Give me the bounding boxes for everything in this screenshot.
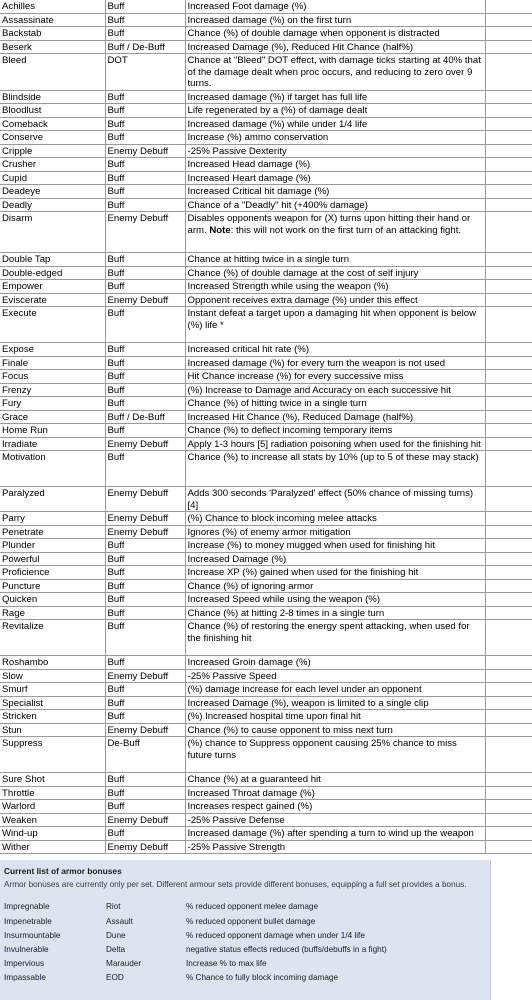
armor-row (4, 900, 490, 914)
empty-cell[interactable] (485, 356, 532, 370)
table-row (0, 593, 532, 607)
bonus-name-cell[interactable]: Achilles (0, 0, 105, 13)
bonus-type-cell[interactable]: Enemy Debuff (105, 813, 185, 827)
table-row (0, 800, 532, 814)
bonus-name-cell[interactable]: Stricken (0, 710, 105, 724)
bonus-description-cell[interactable]: -25% Passive Dexterity (185, 144, 485, 158)
bonus-description-cell[interactable]: Increased Head damage (%) (185, 158, 485, 172)
bonus-description-cell[interactable]: Chance (%) of ignoring armor (185, 579, 485, 593)
bonus-type-cell[interactable]: Enemy Debuff (105, 512, 185, 526)
bonus-type-cell[interactable]: Buff (105, 397, 185, 411)
bonus-description-cell[interactable]: Adds 300 seconds 'Paralyzed' effect (50% chance of missing turns) [4] (185, 487, 485, 512)
empty-cell[interactable] (485, 293, 532, 307)
bonus-type-cell[interactable]: Enemy Debuff (105, 212, 185, 253)
empty-cell[interactable] (485, 343, 532, 357)
bonus-name-cell[interactable]: Stun (0, 723, 105, 737)
bonus-type-cell[interactable]: Buff (105, 656, 185, 670)
table-row (0, 158, 532, 172)
bonus-type-cell[interactable]: Buff (105, 356, 185, 370)
armor-row (4, 957, 490, 971)
bonus-type-cell[interactable]: Buff (105, 566, 185, 580)
empty-cell[interactable] (485, 117, 532, 131)
table-row (0, 525, 532, 539)
bonus-type-cell[interactable]: Buff (105, 27, 185, 41)
table-row (0, 710, 532, 724)
empty-cell[interactable] (485, 827, 532, 841)
table-row (0, 370, 532, 384)
bonus-name-cell[interactable]: Motivation (0, 451, 105, 487)
empty-cell[interactable] (485, 90, 532, 104)
bonus-description-cell[interactable]: Increased Damage (%), weapon is limited to a single clip (185, 696, 485, 710)
armor-set: Assault (106, 916, 133, 926)
table-row (0, 813, 532, 827)
bonus-description-cell[interactable]: Increased damage (%) after spending a turn to wind up the weapon (185, 827, 485, 841)
table-row (0, 144, 532, 158)
bonus-name-cell[interactable]: Empower (0, 280, 105, 294)
empty-cell[interactable] (485, 620, 532, 656)
bonus-name-cell[interactable]: Beserk (0, 40, 105, 54)
bonus-type-cell[interactable]: Buff (105, 552, 185, 566)
table-row (0, 512, 532, 526)
bonus-type-cell[interactable]: Buff (105, 158, 185, 172)
bonus-description-cell[interactable]: Increases respect gained (%) (185, 800, 485, 814)
bonus-name-cell[interactable]: Suppress (0, 737, 105, 773)
bonus-description-cell[interactable]: Opponent receives extra damage (%) under this effect (185, 293, 485, 307)
bonus-type-cell[interactable]: Buff (105, 370, 185, 384)
empty-cell[interactable] (485, 840, 532, 854)
table-row (0, 410, 532, 424)
armor-effect: % Chance to fully block incoming damage (186, 973, 339, 983)
empty-cell[interactable] (485, 451, 532, 487)
bonus-description-cell[interactable]: Increased critical hit rate (%) (185, 343, 485, 357)
table-row (0, 579, 532, 593)
bonus-type-cell[interactable]: Buff / De-Buff (105, 40, 185, 54)
empty-cell[interactable] (485, 683, 532, 697)
table-row (0, 773, 532, 787)
bonus-type-cell[interactable]: Buff (105, 198, 185, 212)
bonus-description-cell[interactable]: Increased Groin damage (%) (185, 656, 485, 670)
armor-effect: Increase % to max life (186, 959, 267, 969)
armor-section-title: Current list of armor bonuses (4, 866, 122, 876)
bonus-description-cell[interactable]: Increase (%) to money mugged when used for finishing hit (185, 539, 485, 553)
table-row (0, 566, 532, 580)
bonus-name-cell[interactable]: Home Run (0, 424, 105, 438)
bonus-name-cell[interactable]: Focus (0, 370, 105, 384)
bonus-name-cell[interactable]: Warlord (0, 800, 105, 814)
bonus-description-cell[interactable]: Increased damage (%) for every turn the weapon is not used (185, 356, 485, 370)
bonus-description-cell[interactable]: Chance (%) at hitting 2-8 times in a single turn (185, 606, 485, 620)
empty-cell[interactable] (485, 131, 532, 145)
bonus-description-cell[interactable]: Chance (%) of hitting twice in a single turn (185, 397, 485, 411)
bonus-type-cell[interactable]: Buff (105, 0, 185, 13)
armor-effect: % reduced opponent melee damage (186, 902, 319, 912)
table-row (0, 40, 532, 54)
bonus-type-cell[interactable]: Buff (105, 593, 185, 607)
table-row (0, 437, 532, 451)
bonus-description-cell[interactable]: Increased Damage (%) (185, 552, 485, 566)
table-row (0, 0, 532, 13)
bonus-name-cell[interactable]: Cripple (0, 144, 105, 158)
bonus-name-cell[interactable]: Fury (0, 397, 105, 411)
bonus-name-cell[interactable]: Wither (0, 840, 105, 854)
bonus-name-cell[interactable]: Throttle (0, 786, 105, 800)
empty-cell[interactable] (485, 813, 532, 827)
bonus-description-cell[interactable]: Instant defeat a target upon a damaging hit when opponent is below (%) life * (185, 307, 485, 343)
bonus-description-cell[interactable]: Increased damage (%) on the first turn (185, 13, 485, 27)
empty-cell[interactable] (485, 104, 532, 118)
empty-cell[interactable] (485, 40, 532, 54)
bonus-name-cell[interactable]: Bleed (0, 54, 105, 91)
bonus-description-cell[interactable]: Increase XP (%) gained when used for the finishing hit (185, 566, 485, 580)
bonus-name-cell[interactable]: Rage (0, 606, 105, 620)
bonus-name-cell[interactable]: Puncture (0, 579, 105, 593)
bonus-name-cell[interactable]: Expose (0, 343, 105, 357)
bonus-name-cell[interactable]: Parry (0, 512, 105, 526)
bonus-type-cell[interactable]: Enemy Debuff (105, 487, 185, 512)
bonus-type-cell[interactable]: Buff (105, 383, 185, 397)
bonus-type-cell[interactable]: Buff (105, 171, 185, 185)
table-row (0, 786, 532, 800)
bonus-description-cell[interactable]: Increased damage (%) while under 1/4 life (185, 117, 485, 131)
bonus-type-cell[interactable]: Buff (105, 451, 185, 487)
bonus-description-cell[interactable]: (%) chance to Suppress opponent causing 25% chance to miss future turns (185, 737, 485, 773)
empty-column-area (490, 860, 532, 1000)
table-row (0, 620, 532, 656)
empty-cell[interactable] (485, 383, 532, 397)
bonus-type-cell[interactable]: Buff (105, 696, 185, 710)
bonus-type-cell[interactable]: Enemy Debuff (105, 669, 185, 683)
bonus-type-cell[interactable]: Buff / De-Buff (105, 410, 185, 424)
bonus-name-cell[interactable]: Frenzy (0, 383, 105, 397)
empty-cell[interactable] (485, 198, 532, 212)
table-row (0, 552, 532, 566)
bonus-name-cell[interactable]: Conserve (0, 131, 105, 145)
bonus-type-cell[interactable]: Buff (105, 343, 185, 357)
armor-name: Impervious (4, 959, 45, 969)
bonus-name-cell[interactable]: Irradiate (0, 437, 105, 451)
armor-row (4, 929, 490, 943)
bonus-type-cell[interactable]: Enemy Debuff (105, 437, 185, 451)
bonus-type-cell[interactable]: DOT (105, 54, 185, 91)
table-row (0, 737, 532, 773)
table-row (0, 840, 532, 854)
table-row (0, 451, 532, 487)
bonus-type-cell[interactable]: Buff (105, 683, 185, 697)
bonus-name-cell[interactable]: Deadly (0, 198, 105, 212)
empty-cell[interactable] (485, 410, 532, 424)
empty-cell[interactable] (485, 723, 532, 737)
description-text: Disables opponents weapon for (X) turns upon hitting their hand or arm. (187, 213, 471, 236)
bonus-description-cell[interactable]: (%) Increase to Damage and Accuracy on each successive hit (185, 383, 485, 397)
bonus-description-cell[interactable]: Ignores (%) of enemy armor mitigation (185, 525, 485, 539)
bonus-description-cell[interactable]: Chance (%) of double damage when opponent is distracted (185, 27, 485, 41)
empty-cell[interactable] (485, 487, 532, 512)
armor-effect: negative status effects reduced (buffs/debuffs in a fight) (186, 945, 387, 955)
table-row (0, 723, 532, 737)
bonus-description-cell[interactable] (185, 212, 485, 253)
empty-cell[interactable] (485, 800, 532, 814)
empty-cell[interactable] (485, 512, 532, 526)
armor-row (4, 915, 490, 929)
table-row (0, 117, 532, 131)
empty-cell[interactable] (485, 266, 532, 280)
empty-cell[interactable] (485, 710, 532, 724)
empty-cell[interactable] (485, 593, 532, 607)
bonus-type-cell[interactable]: Buff (105, 620, 185, 656)
table-row (0, 656, 532, 670)
bonus-name-cell[interactable]: Execute (0, 307, 105, 343)
empty-cell[interactable] (485, 370, 532, 384)
bonus-type-cell[interactable]: Buff (105, 307, 185, 343)
bonus-type-cell[interactable]: Buff (105, 253, 185, 267)
empty-cell[interactable] (485, 606, 532, 620)
bonus-type-cell[interactable]: Buff (105, 800, 185, 814)
bonus-description-cell[interactable]: (%) Increased hospital time upon final hit (185, 710, 485, 724)
bonus-name-cell[interactable]: Assassinate (0, 13, 105, 27)
bonus-type-cell[interactable]: Buff (105, 773, 185, 787)
empty-cell[interactable] (485, 171, 532, 185)
empty-cell[interactable] (485, 579, 532, 593)
bonus-description-cell[interactable]: (%) Chance to block incoming melee attacks (185, 512, 485, 526)
empty-cell[interactable] (485, 552, 532, 566)
bonus-name-cell[interactable]: Double Tap (0, 253, 105, 267)
empty-cell[interactable] (485, 185, 532, 199)
table-row (0, 669, 532, 683)
table-row (0, 185, 532, 199)
bonus-description-cell[interactable]: Chance (%) to increase all stats by 10% (up to 5 of these may stack) (185, 451, 485, 487)
table-row (0, 266, 532, 280)
armor-name: Insurmountable (4, 930, 61, 940)
bonus-type-cell[interactable]: Buff (105, 827, 185, 841)
bonus-description-cell[interactable]: Increased Strength while using the weapon (%) (185, 280, 485, 294)
bonus-type-cell[interactable]: Buff (105, 185, 185, 199)
armor-name: Invulnerable (4, 945, 49, 955)
armor-section-description: Armor bonuses are currently only per set. Different armour sets provide different bonuses, equipping a full set provides a bonus. (4, 880, 467, 890)
table-row (0, 307, 532, 343)
bonus-name-cell[interactable]: Comeback (0, 117, 105, 131)
bonus-type-cell[interactable]: Enemy Debuff (105, 840, 185, 854)
bonus-name-cell[interactable]: Bloodlust (0, 104, 105, 118)
bonus-name-cell[interactable]: Plunder (0, 539, 105, 553)
table-row (0, 356, 532, 370)
empty-cell[interactable] (485, 656, 532, 670)
bonus-type-cell[interactable]: Buff (105, 266, 185, 280)
note-label: Note (209, 224, 231, 236)
bonus-description-cell[interactable]: Increased Damage (%), Reduced Hit Chance (half%) (185, 40, 485, 54)
bonus-name-cell[interactable]: Grace (0, 410, 105, 424)
bonus-name-cell[interactable]: Disarm (0, 212, 105, 253)
bonus-type-cell[interactable]: Buff (105, 90, 185, 104)
bonus-description-cell[interactable]: -25% Passive Speed (185, 669, 485, 683)
bonus-description-cell[interactable]: Chance at "Bleed" DOT effect, with damage ticks starting at 40% that of the damage dealt when proc occurs, and reducing to zero over 9 turns. (185, 54, 485, 91)
bonus-type-cell[interactable]: Buff (105, 606, 185, 620)
armor-row (4, 971, 490, 985)
bonus-description-cell[interactable]: Chance (%) to cause opponent to miss next turn (185, 723, 485, 737)
armor-set: Marauder (106, 959, 142, 969)
bonus-description-cell[interactable]: Life regenerated by a (%) of damage dealt (185, 104, 485, 118)
table-row (0, 54, 532, 91)
table-row (0, 487, 532, 512)
armor-effect: % reduced opponent damage when under 1/4 life (186, 930, 365, 940)
empty-cell[interactable] (485, 0, 532, 13)
armor-name: Impenetrable (4, 916, 52, 926)
bonus-type-cell[interactable]: De-Buff (105, 737, 185, 773)
bonus-description-cell[interactable]: Chance (%) to deflect incoming temporary items (185, 424, 485, 438)
table-row (0, 683, 532, 697)
empty-cell[interactable] (485, 737, 532, 773)
bonus-name-cell[interactable]: Eviscerate (0, 293, 105, 307)
empty-cell[interactable] (485, 786, 532, 800)
empty-cell[interactable] (485, 696, 532, 710)
armor-set: Delta (106, 945, 126, 955)
bonus-type-cell[interactable]: Buff (105, 131, 185, 145)
bonus-type-cell[interactable]: Enemy Debuff (105, 525, 185, 539)
table-row (0, 606, 532, 620)
bonus-name-cell[interactable]: Paralyzed (0, 487, 105, 512)
table-row (0, 424, 532, 438)
bonus-description-cell[interactable]: Increased Hit Chance (%), Reduced Damage (half%) (185, 410, 485, 424)
bonus-name-cell[interactable]: Slow (0, 669, 105, 683)
bonus-name-cell[interactable]: Cupid (0, 171, 105, 185)
empty-cell[interactable] (485, 144, 532, 158)
bonus-description-cell[interactable]: Increased Throat damage (%) (185, 786, 485, 800)
bonus-type-cell[interactable]: Buff (105, 579, 185, 593)
bonus-description-cell[interactable]: Increased Heart damage (%) (185, 171, 485, 185)
armor-row (4, 943, 490, 957)
bonus-type-cell[interactable]: Enemy Debuff (105, 293, 185, 307)
armor-bonus-list (4, 900, 490, 985)
bonus-description-cell[interactable]: -25% Passive Defense (185, 813, 485, 827)
bonus-description-cell[interactable]: Chance (%) at a guaranteed hit (185, 773, 485, 787)
bonus-type-cell[interactable]: Buff (105, 117, 185, 131)
bonus-name-cell[interactable]: Crusher (0, 158, 105, 172)
bonus-description-cell[interactable]: Increased Critical hit damage (%) (185, 185, 485, 199)
bonus-description-cell[interactable]: Chance (%) of double damage at the cost of self injury (185, 266, 485, 280)
armor-bonus-section (0, 860, 490, 1000)
table-row (0, 104, 532, 118)
bonus-name-cell[interactable]: Sure Shot (0, 773, 105, 787)
armor-set: Riot (106, 902, 121, 912)
bonus-name-cell[interactable]: Blindside (0, 90, 105, 104)
table-row (0, 827, 532, 841)
bonus-description-cell[interactable]: Apply 1-3 hours [5] radiation poisoning when used for the finishing hit (185, 437, 485, 451)
table-row (0, 171, 532, 185)
bonus-name-cell[interactable]: Smurf (0, 683, 105, 697)
empty-cell[interactable] (485, 280, 532, 294)
empty-cell[interactable] (485, 54, 532, 91)
table-row (0, 696, 532, 710)
empty-cell[interactable] (485, 669, 532, 683)
empty-cell[interactable] (485, 525, 532, 539)
bonus-name-cell[interactable]: Deadeye (0, 185, 105, 199)
bonus-name-cell[interactable]: Roshambo (0, 656, 105, 670)
bonus-type-cell[interactable]: Buff (105, 539, 185, 553)
table-row (0, 253, 532, 267)
bonus-description-cell[interactable]: Chance of a "Deadly" hit (+400% damage) (185, 198, 485, 212)
bonus-name-cell[interactable]: Penetrate (0, 525, 105, 539)
bonus-description-cell[interactable]: Increased Foot damage (%) (185, 0, 485, 13)
armor-effect: % reduced opponent bullet damage (186, 916, 316, 926)
table-row (0, 280, 532, 294)
bonus-description-cell[interactable]: Increased Speed while using the weapon (%) (185, 593, 485, 607)
bonus-description-cell[interactable]: Hit Chance increase (%) for every successive miss (185, 370, 485, 384)
bonus-type-cell[interactable]: Buff (105, 280, 185, 294)
empty-cell[interactable] (485, 566, 532, 580)
table-row (0, 397, 532, 411)
empty-cell[interactable] (485, 539, 532, 553)
empty-cell[interactable] (485, 158, 532, 172)
bonus-description-cell[interactable]: Increased damage (%) if target has full life (185, 90, 485, 104)
bonus-description-cell[interactable]: Chance at hitting twice in a single turn (185, 253, 485, 267)
bonus-name-cell[interactable]: Wind-up (0, 827, 105, 841)
empty-cell[interactable] (485, 424, 532, 438)
bonus-type-cell[interactable]: Buff (105, 13, 185, 27)
bonus-name-cell[interactable]: Double-edged (0, 266, 105, 280)
armor-name: Impassable (4, 973, 46, 983)
bonus-name-cell[interactable]: Finale (0, 356, 105, 370)
bonus-type-cell[interactable]: Buff (105, 786, 185, 800)
bonus-description-cell[interactable]: -25% Passive Strength (185, 840, 485, 854)
note-text: : this will not work on the first turn of an attacking fight. (230, 224, 462, 236)
table-row (0, 539, 532, 553)
table-row (0, 383, 532, 397)
table-row (0, 90, 532, 104)
bonus-type-cell[interactable]: Enemy Debuff (105, 723, 185, 737)
empty-cell[interactable] (485, 307, 532, 343)
bonus-type-cell[interactable]: Buff (105, 424, 185, 438)
bonus-name-cell[interactable]: Powerful (0, 552, 105, 566)
bonus-type-cell[interactable]: Buff (105, 710, 185, 724)
bonus-name-cell[interactable]: Backstab (0, 27, 105, 41)
bonus-type-cell[interactable]: Buff (105, 104, 185, 118)
armor-set: EOD (106, 973, 124, 983)
table-row (0, 293, 532, 307)
armor-name: Impregnable (4, 902, 50, 912)
table-row (0, 27, 532, 41)
table-row (0, 343, 532, 357)
empty-cell[interactable] (485, 13, 532, 27)
empty-cell[interactable] (485, 253, 532, 267)
bonus-description-cell[interactable]: (%) damage increase for each level under an opponent (185, 683, 485, 697)
empty-cell[interactable] (485, 212, 532, 253)
table-row (0, 13, 532, 27)
bonus-name-cell[interactable]: Revitalize (0, 620, 105, 656)
bonus-name-cell[interactable]: Specialist (0, 696, 105, 710)
bonus-name-cell[interactable]: Weaken (0, 813, 105, 827)
table-row (0, 212, 532, 253)
bonus-type-cell[interactable]: Enemy Debuff (105, 144, 185, 158)
empty-cell[interactable] (485, 437, 532, 451)
armor-set: Dune (106, 930, 126, 940)
bonus-description-cell[interactable]: Increase (%) ammo conservation (185, 131, 485, 145)
bonus-description-cell[interactable]: Chance (%) of restoring the energy spent attacking, when used for the finishing hit (185, 620, 485, 656)
table-row (0, 198, 532, 212)
table-row (0, 131, 532, 145)
empty-cell[interactable] (485, 27, 532, 41)
empty-cell[interactable] (485, 773, 532, 787)
bonus-name-cell[interactable]: Proficience (0, 566, 105, 580)
empty-cell[interactable] (485, 397, 532, 411)
bonus-name-cell[interactable]: Quicken (0, 593, 105, 607)
